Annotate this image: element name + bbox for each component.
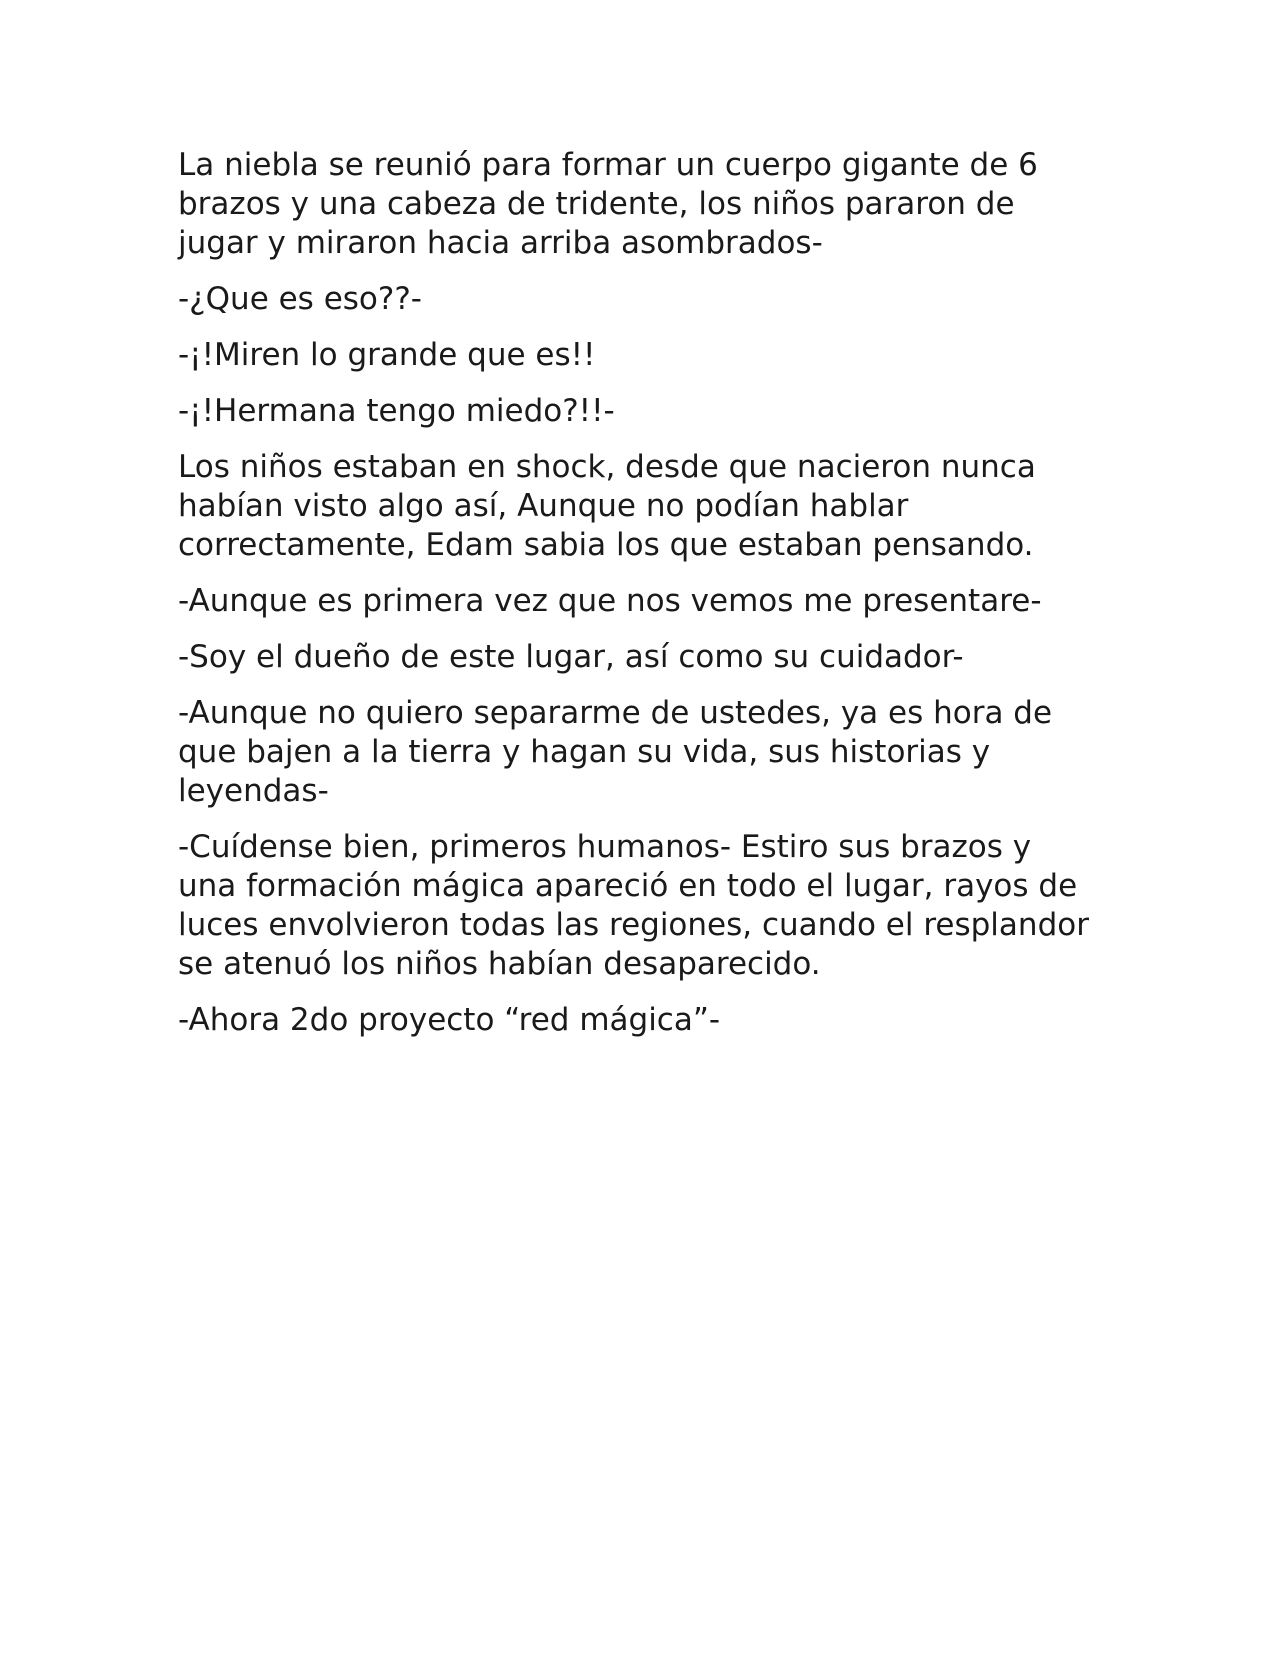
- paragraph-line: -¡!Miren lo grande que es!!: [178, 337, 596, 373]
- paragraph-3: [178, 336, 1118, 375]
- paragraph-line: -Aunque es primera vez que nos vemos me presentare-: [178, 583, 1042, 619]
- paragraph-5: [178, 448, 1118, 565]
- paragraph-line: -Aunque no quiero separarme de ustedes, ya es hora de: [178, 695, 1053, 731]
- paragraph-4: [178, 392, 1118, 431]
- paragraph-6: [178, 582, 1118, 621]
- paragraph-line: -¡!Hermana tengo miedo?!!-: [178, 393, 615, 429]
- paragraph-line: que bajen a la tierra y hagan su vida, sus historias y: [178, 734, 991, 770]
- paragraph-line: La niebla se reunió para formar un cuerpo gigante de 6: [178, 147, 1038, 183]
- paragraph-8: [178, 694, 1118, 811]
- paragraph-line: luces envolvieron todas las regiones, cuando el resplandor: [178, 907, 1089, 943]
- paragraph-line: una formación mágica apareció en todo el lugar, rayos de: [178, 868, 1078, 904]
- paragraph-line: -Cuídense bien, primeros humanos- Estiro sus brazos y: [178, 829, 1032, 865]
- paragraph-line: se atenuó los niños habían desaparecido.: [178, 946, 821, 982]
- paragraph-9: [178, 828, 1118, 984]
- paragraph-10: [178, 1001, 1118, 1040]
- paragraph-2: [178, 280, 1118, 319]
- paragraph-7: [178, 638, 1118, 677]
- paragraph-line: habían visto algo así, Aunque no podían hablar: [178, 488, 909, 524]
- paragraph-line: Los niños estaban en shock, desde que nacieron nunca: [178, 449, 1036, 485]
- paragraph-line: jugar y miraron hacia arriba asombrados-: [178, 225, 823, 261]
- document-body: [178, 146, 1118, 1057]
- paragraph-line: leyendas-: [178, 773, 329, 809]
- paragraph-line: -Ahora 2do proyecto “red mágica”-: [178, 1002, 721, 1038]
- paragraph-line: -¿Que es eso??-: [178, 281, 422, 317]
- paragraph-line: brazos y una cabeza de tridente, los niños pararon de: [178, 186, 1015, 222]
- paragraph-line: -Soy el dueño de este lugar, así como su cuidador-: [178, 639, 964, 675]
- paragraph-1: [178, 146, 1118, 263]
- paragraph-line: correctamente, Edam sabia los que estaban pensando.: [178, 527, 1034, 563]
